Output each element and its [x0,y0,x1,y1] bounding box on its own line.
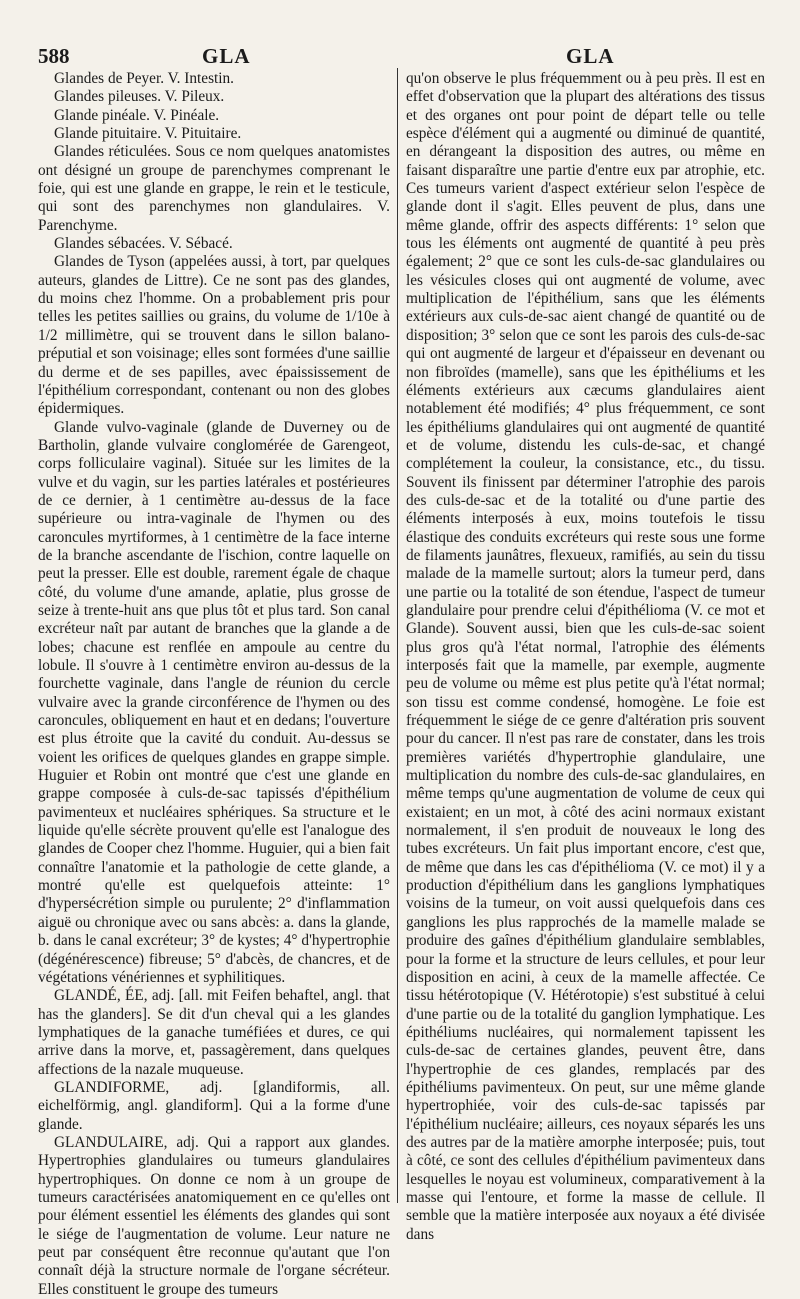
entry-glandes-reticulees: Glandes réticulées. Sous ce nom quelques anatomistes ont désigné un groupe de parenchymes comprenant le foie, qui est une glande en grappe, le rein et le testicule, qui sont des parenchymes non glandulaires. V. Parenchyme. [38,143,390,234]
entry-glandulaire-continued: qu'on observe le plus fréquemment ou à peu près. Il est en effet d'observation que la plupart des altérations des tissus et des organes ont pour point de départ telle ou telle espèce d'élément qui a augmenté ou diminué de quantité, en dérangeant la disposition des autres, ou même en faisant disparaître une partie d'entre eux par atrophie, etc. Ces tumeurs varient d'aspect extérieur selon l'espèce de glande dont il s'agit. Elles peuvent de plus, dans une même glande, offrir des aspects différents: 1° selon que tous les éléments ont augmenté de quantité à peu près également; 2° que ce sont les culs-de-sac glandulaires ou les vésicules closes qui ont augmenté de volume, avec multiplication de l'épithélium, sans que les éléments extérieurs aux culs-de-sac aient changé de quantité ou de disposition; 3° selon que ce sont les parois des culs-de-sac qui ont augmenté de largeur et d'épaisseur en devenant ou non fibroïdes (mamelle), sans que les épithéliums et les éléments extérieurs aux cæcums glandulaires aient notablement été modifiés; 4° plus fréquemment, ce sont les épithéliums glandulaires qui ont augmenté de quantité et de volume, distendu les culs-de-sac, et changé complétement la couleur, la consistance, etc., du tissu. Souvent ils finissent par déterminer l'atrophie des parois des culs-de-sac et de la totalité ou d'une partie des éléments interposés à eux, moins toutefois le tissu élastique des conduits excréteurs qui reste sous une forme de filaments jaunâtres, flexueux, ramifiés, au sein du tissu malade de la mamelle surtout; alors la tumeur perd, dans une partie ou la totalité de son étendue, l'aspect de tumeur glandulaire pour prendre celui d'épithélioma (V. ce mot et Glande). Souvent aussi, bien que les culs-de-sac soient plus gros qu'à l'état normal, l'atrophie des éléments interposés fait que la mamelle, par exemple, augmente peu de volume ou même est plus petite qu'à l'état normal; son tissu est comme condensé, homogène. Le foie est fréquemment le siége de ce genre d'altération pris souvent pour du cancer. Il n'est pas rare de constater, dans les trois premières variétés d'hypertrophie glandulaire, une multiplication du nombre des culs-de-sac glandulaires, en même temps qu'une augmentation de volume de ceux qui existaient; en un mot, à côté des acini normaux existant normalement, il s'en produit de nouveaux le long des tubes excréteurs. Un fait plus important encore, c'est que, de même que dans les cas d'épithélioma (V. ce mot) il y a production d'épithélium dans les ganglions lymphatiques voisins de la tumeur, on voit aussi quelquefois dans ces ganglions les plus rapprochés de la mamelle malade se produire des gaînes d'épithélium glandulaire semblables, pour la forme et la structure de leurs cellules, et pour leur disposition en acini, à ceux de la mamelle affectée. Ce tissu hétérotopique (V. Hétérotopie) s'est substitué à celui d'une partie ou de la totalité du ganglion lymphatique. Les épithéliums nucléaires, qui normalement tapissent les culs-de-sac de certaines glandes, peuvent être, dans l'hypertrophie de ces glandes, remplacés par des épithéliums pavimenteux. On peut, sur une même glande hypertrophiée, voir des culs-de-sac tapissés par l'épithélium nucléaire; ailleurs, ces noyaux séparés les uns des autres par de la matière amorphe interposée; puis, tout à côté, ce sont des cellules d'épithélium pavimenteux dans lesquelles le noyau est volumineux, comparativement à la masse qui l'entoure, et forme la masse de cellule. Il semble que la matière interposée aux noyaux a été divisée dans [406,70,765,1243]
entry-glande-pineale: Glande pinéale. V. Pinéale. [54,106,220,124]
entry-glandiforme: GLANDIFORME, adj. [glandiformis, all. eichelförmig, angl. glandiform]. Qui a la forme d'une glande. [38,1078,390,1133]
entry-glandes-peyer: Glandes de Peyer. V. Intestin. [54,70,234,87]
entry-glande-vulvo-vaginale: Glande vulvo-vaginale (glande de Duverney ou de Bartholin, glande vulvaire conglomérée de Garengeot, corps folliculaire vaginal). Située sur les limites de la vulve et du vagin, sur les parties latérales et postérieures de ce dernier, à 1 centimètre au-dessus de la face supérieure ou intra-vaginale de l'hymen ou des caroncules myrtiformes, à 1 centimètre de la face interne de la branche ascendante de l'ischion, contre laquelle on peut la presser. Elle est double, rarement égale de chaque côté, du volume d'une amande, aplatie, plus grosse de seize à trente-huit ans que plus tôt et plus tard. Son canal excréteur naît par autant de branches que la glande a de lobes; chacune est renflée en ampoule au centre du lobule. Il s'ouvre à 1 centimètre environ au-dessus de la fourchette vaginale, dans l'angle de réunion du cercle vulvaire avec la grande circonférence de l'hymen ou des caroncules, obliquement en haut et en dedans; l'ouverture est plus étroite que la cavité du conduit. Au-dessus se voient les orifices de quelques glandes en grappe simple. Huguier et Robin ont montré que c'est une glande en grappe composée à culs-de-sac tapissés d'épithélium pavimenteux et nucléaires sphériques. Sa structure et le liquide qu'elle sécrète prouvent qu'elle est l'analogue des glandes de Cooper chez l'homme. Huguier, qui a bien fait connaître l'anatomie et la pathologie de cette glande, a montré qu'elle est quelquefois atteinte: 1° d'hypersécrétion simple ou purulente; 2° d'inflammation aiguë ou chronique avec ou sans abcès: a. dans la glande, b. dans le canal excréteur; 3° de kystes; 4° d'hypertrophie (dégénérescence) fibreuse; 5° d'abcès, de chancres, et de végétations vénériennes et syphilitiques. [38,418,390,986]
right-column [406,70,765,1244]
entry-glandulaire: GLANDULAIRE, adj. Qui a rapport aux glandes. Hypertrophies glandulaires ou tumeurs glandulaires hypertrophiques. On donne ce nom à un groupe de tumeurs caractérisées anatomiquement en ce qu'elles ont pour élément essentiel les éléments des glandes qui sont le siége de l'augmentation de volume. Leur nature ne peut par conséquent être reconnue qu'autant que l'on connaît déjà la structure normale de l'organe sécréteur. Elles constituent le groupe des tumeurs [38,1133,390,1298]
page-header [0,44,800,70]
running-head-right: GLA [566,44,615,68]
running-head-left: GLA [202,44,251,68]
entry-glandes-pileuses: Glandes pileuses. V. Pileux. [54,88,225,106]
left-column [38,70,390,1299]
entry-glande-adj: GLANDÉ, ÉE, adj. [all. mit Feifen behaftel, angl. that has the glanders]. Se dit d'un cheval qui a les glandes lymphatiques de la ganache tuméfiées et dures, ce qui arrive dans la morve, et, passagèrement, dans quelques affections de la nazale muqueuse. [38,987,390,1078]
page-number: 588 [38,44,70,68]
entry-glandes-tyson: Glandes de Tyson (appelées aussi, à tort, par quelques auteurs, glandes de Littre). Ce ne sont pas des glandes, du moins chez l'homme. On a probablement pris pour telles les petites saillies ou grains, du volume de 1/10e à 1/2 millimètre, qui se trouvent dans le sillon balano-préputial et son voisinage; elles sont formées d'une saillie du derme et de ses papilles, avec épaississement de l'épithélium correspondant, contenant ou non des globes épidermiques. [38,253,390,418]
entry-glande-pituitaire: Glande pituitaire. V. Pituitaire. [54,125,242,143]
column-divider [397,68,398,1203]
entry-glandes-sebacees: Glandes sébacées. V. Sébacé. [54,235,233,253]
